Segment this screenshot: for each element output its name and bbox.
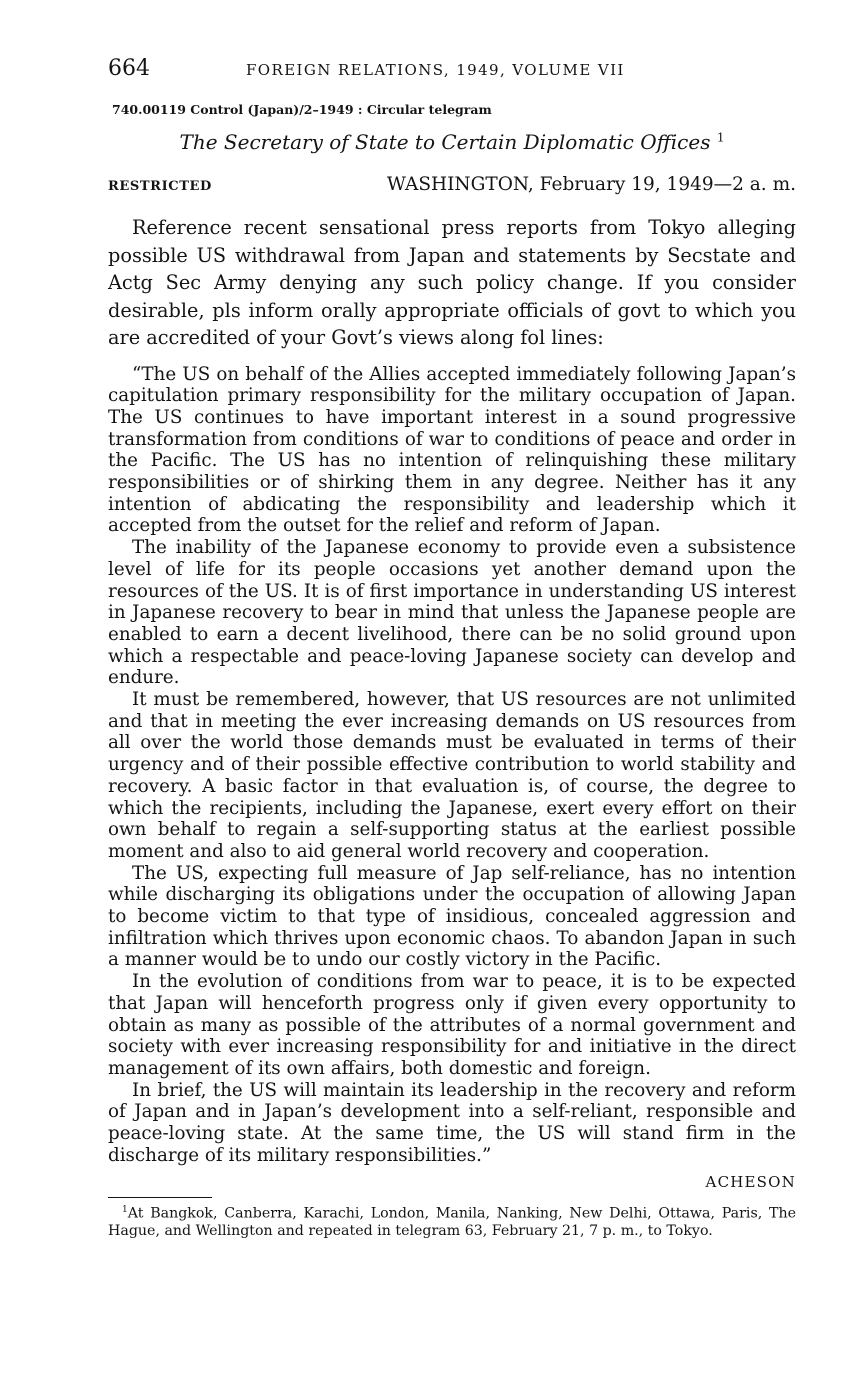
classification-label: RESTRICTED <box>108 179 212 194</box>
footnote-text: At Bangkok, Canberra, Karachi, London, Manila, Nanking, New Delhi, Ottawa, Paris, The Hague, and Wellington and repeated in telegram 63, February 21, 7 p. m., to Tokyo. <box>108 1205 796 1239</box>
signature: ACHESON <box>705 1172 796 1191</box>
quoted-message <box>108 364 796 1167</box>
intro-paragraph: Reference recent sensational press reports from Tokyo alleging possible US withdrawal from Japan and statements by Secstate and Actg Sec Army denying any such policy change. If you consider desirable, pls inform orally appropriate officials of govt to which you are accredited of your Govt’s views along fol lines: <box>108 216 796 349</box>
quoted-paragraph: In the evolution of conditions from war to peace, it is to be expected that Japan will henceforth progress only if given every opportunity to obtain as many as possible of the attributes of a normal government and society with ever increasing responsibility for and initiative in the direct management of its own affairs, both domestic and foreign. <box>108 971 796 1079</box>
quoted-paragraph: It must be remembered, however, that US resources are not unlimited and that in meeting the ever increasing demands on US resources from all over the world those demands must be evaluated in terms of their urgency and of their possible effective contribution to world stability and recovery. A basic factor in that evaluation is, of course, the degree to which the recipients, including the Japanese, exert every effort on their own behalf to regain a self-supporting status at the earliest possible moment and also to aid general world recovery and cooperation. <box>108 689 796 862</box>
document-title-text: The Secretary of State to Certain Diplomatic Offices <box>179 130 711 154</box>
quoted-paragraph: “The US on behalf of the Allies accepted immediately following Japan’s capitulation primary responsibility for the military occupation of Japan. The US continues to have important interest in a sound progressive transformation from conditions of war to conditions of peace and order in the Pacific. The US has no intention of relinquishing these military responsibilities or of shirking them in any degree. Neither has it any intention of abdicating the responsibility and leadership which it accepted from the outset for the relief and reform of Japan. <box>108 363 796 537</box>
running-head: FOREIGN RELATIONS, 1949, VOLUME VII <box>246 61 625 79</box>
quoted-paragraph: The US, expecting full measure of Jap self-reliance, has no intention while discharging its obligations under the occupation of allowing Japan to become victim to that type of insidious, concealed aggression and infiltration which thrives upon economic chaos. To abandon Japan in such a manner would be to undo our costly victory in the Pacific. <box>108 862 796 971</box>
page-number: 664 <box>108 56 150 81</box>
place-and-date: WASHINGTON, February 19, 1949—2 a. m. <box>386 174 796 195</box>
document-title <box>108 130 796 166</box>
file-reference: 740.00119 Control (Japan)/2–1949 : Circular telegram <box>112 102 492 117</box>
title-footnote-mark: 1 <box>716 130 725 145</box>
footnote-mark: 1 <box>122 1204 128 1215</box>
footnote <box>108 1202 796 1241</box>
page-header <box>108 56 796 94</box>
quoted-paragraph: In brief, the US will maintain its leadership in the recovery and reform of Japan and in Japan’s development into a self-reliant, responsible and peace-loving state. At the same time, the US will stand firm in the discharge of its military responsibilities.” <box>108 1079 796 1166</box>
document-page <box>108 56 796 1240</box>
footnote-divider <box>108 1197 212 1198</box>
quoted-paragraph: The inability of the Japanese economy to provide even a subsistence level of life for its people occasions yet another demand upon the resources of the US. It is of first importance in understanding US interest in Japanese recovery to bear in mind that unless the Japanese people are enabled to earn a decent livelihood, there can be no solid ground upon which a respectable and peace-loving Japanese society can develop and endure. <box>108 537 796 689</box>
dateline <box>108 174 796 214</box>
